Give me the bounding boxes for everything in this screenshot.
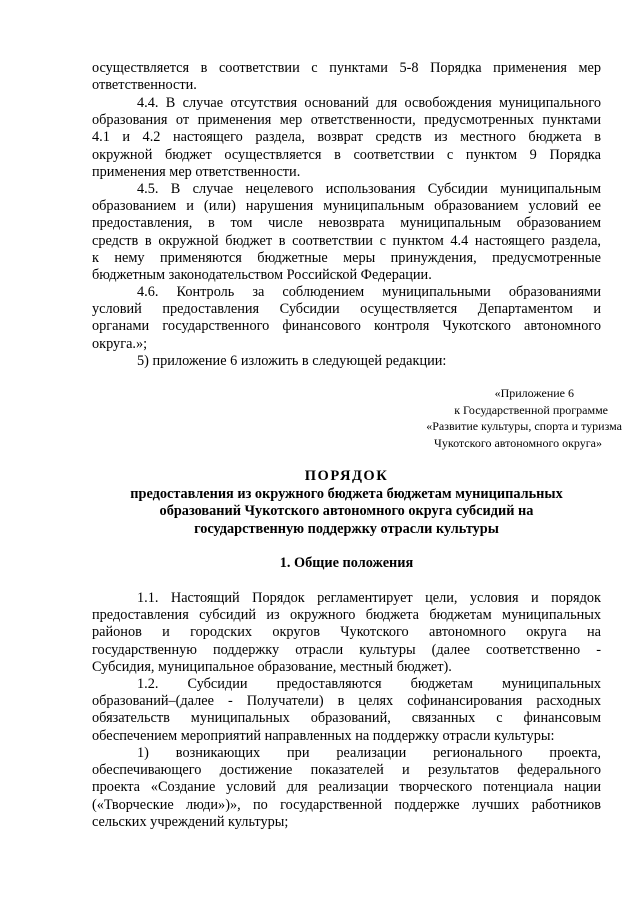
paragraph-continuation bbox=[92, 60, 601, 94]
document-subtitle bbox=[92, 486, 601, 538]
text-line: образований–(далее - Получатели) в целях софинансирования расходных bbox=[92, 693, 601, 710]
paragraph-4-6 bbox=[92, 284, 601, 353]
appendix-line: к Государственной программе bbox=[454, 402, 608, 417]
paragraph-4-5 bbox=[92, 181, 601, 284]
text-line: 4.4. В случае отсутствия оснований для освобождения муниципального bbox=[137, 95, 601, 111]
appendix-header bbox=[360, 385, 622, 451]
text-line: осуществляется в соответствии с пунктами 5-8 Порядка применения мер bbox=[92, 60, 601, 76]
text-line: 5) приложение 6 изложить в следующей редакции: bbox=[137, 353, 447, 369]
paragraph-4-4 bbox=[92, 95, 601, 181]
text-line: окружной бюджет осуществляется в соответствии с пунктом 9 Порядка bbox=[92, 146, 601, 163]
subtitle-line: государственную поддержку отрасли культуры bbox=[194, 520, 499, 537]
paragraph-1-1 bbox=[92, 590, 601, 676]
appendix-line: «Приложение 6 bbox=[494, 386, 574, 400]
text-line: обеспечением мероприятий направленных на поддержку отрасли культуры: bbox=[92, 727, 555, 744]
text-line: районов и городских округов Чукотского автономного округа на bbox=[92, 624, 601, 641]
text-line: («Творческие люди»)», по государственной поддержке лучших работников bbox=[92, 796, 601, 813]
text-line: 1.2. Субсидии предоставляются бюджетам муниципальных bbox=[137, 676, 601, 692]
text-line: 4.5. В случае нецелевого использования Субсидии муниципальным bbox=[137, 181, 601, 197]
text-line: условий предоставления Субсидии осуществляется Департаментом и bbox=[92, 301, 601, 318]
text-line: проекта «Создание условий для реализации творческого потенциала нации bbox=[92, 779, 601, 796]
text-line: к нему применяются бюджетные меры принуждения, предусмотренные bbox=[92, 249, 601, 266]
text-line: предоставления субсидий из окружного бюджета бюджетам муниципальных bbox=[92, 607, 601, 624]
section-heading: 1. Общие положения bbox=[279, 555, 414, 571]
paragraph-1-2 bbox=[92, 676, 601, 745]
text-line: обязательств муниципальных образований, связанных с финансовым bbox=[92, 710, 601, 727]
text-line: 1.1. Настоящий Порядок регламентирует цели, условия и порядок bbox=[137, 590, 601, 606]
paragraph-subitem-1 bbox=[92, 745, 601, 831]
text-line: применения мер ответственности. bbox=[92, 163, 301, 180]
text-line: 1) возникающих при реализации регионального проекта, bbox=[137, 745, 601, 761]
text-line: 4.1 и 4.2 настоящего раздела, возврат средств из местного бюджета в bbox=[92, 129, 601, 146]
text-line: органами государственного финансового контроля Чукотского автономного bbox=[92, 318, 601, 335]
text-line: средств в окружной бюджет в соответствии с пунктом 4.4 настоящего раздела, bbox=[92, 232, 601, 249]
text-line: обеспечивающего достижение показателей и результатов федерального bbox=[92, 762, 601, 779]
text-line: предоставления, в том числе невозврата муниципальным образованием bbox=[92, 215, 601, 232]
text-line: государственную поддержку отрасли культуры (далее соответственно - bbox=[92, 641, 601, 658]
appendix-line: «Развитие культуры, спорта и туризма bbox=[426, 419, 622, 433]
text-line: образования от применения мер ответственности, предусмотренных пунктами bbox=[92, 112, 601, 129]
text-line: образованием и (или) нарушения муниципальным образованием условий ее bbox=[92, 198, 601, 215]
text-line: Субсидия, муниципальное образование, местный бюджет). bbox=[92, 658, 452, 675]
text-line: округа.»; bbox=[92, 335, 148, 352]
text-line: ответственности. bbox=[92, 77, 197, 94]
appendix-line: Чукотского автономного округа» bbox=[434, 435, 602, 450]
text-line: 4.6. Контроль за соблюдением муниципальными образованиями bbox=[137, 284, 601, 300]
text-line: бюджетным законодательством Российской Федерации. bbox=[92, 266, 432, 283]
text-line: сельских учреждений культуры; bbox=[92, 813, 289, 830]
paragraph-item-5 bbox=[92, 353, 601, 370]
subtitle-line: предоставления из окружного бюджета бюджетам муниципальных bbox=[130, 486, 563, 502]
subtitle-line: образований Чукотского автономного округа субсидий на bbox=[159, 503, 534, 520]
document-title: ПОРЯДОК bbox=[304, 468, 389, 484]
